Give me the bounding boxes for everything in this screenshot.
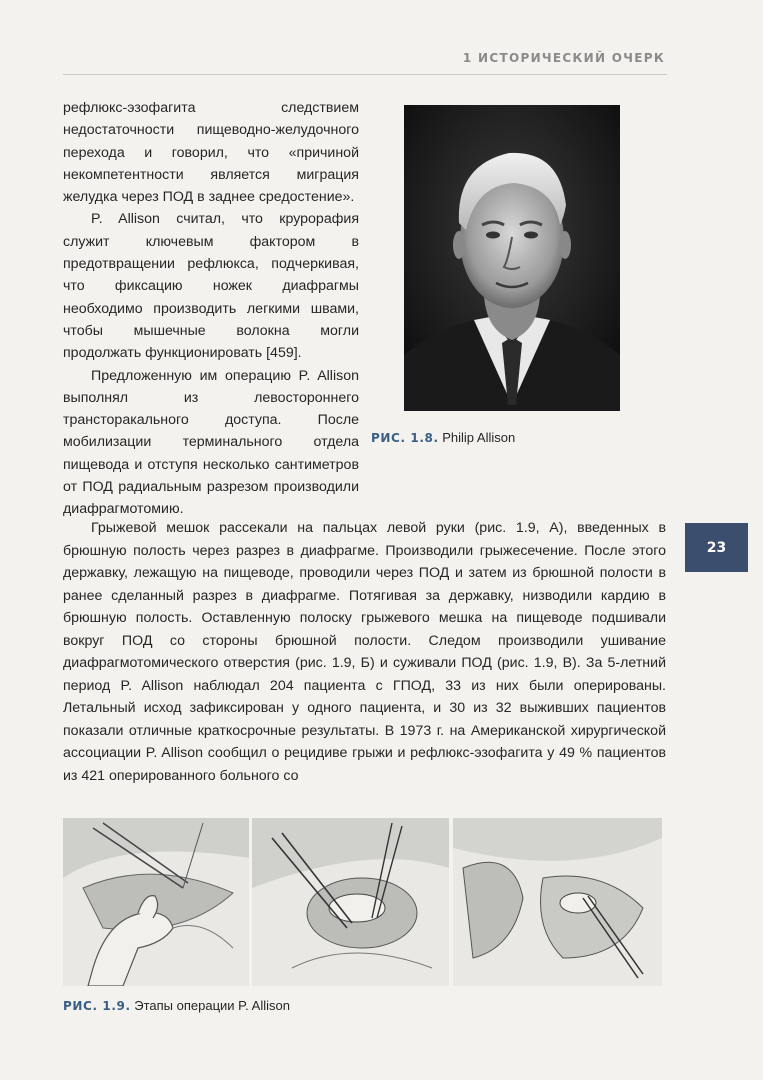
body-paragraph: Грыжевой мешок рассекали на пальцах левой руки (рис. 1.9, А), введенных в брюшную полость через разрез в диафрагме. Производили грыжесечение. После этого державку, лежащую на пищеводе, проводили через ПОД и затем из брюшной полости в ранее сделанный разрез в диафрагме. Потягивая за державку, низводили кардию в брюшную полость. Оставленную полоску грыжевого мешка на пищеводе подшивали вокруг ПОД со стороны брюшной полости. Следом производили ушивание диафрагмотомического отверстия (рис. 1.9, Б) и суживали ПОД (рис. 1.9, В). За 5-летний период P. Allison наблюдал 204 пациента с ГПОД, 33 из них были оперированы. Летальный исход зафиксирован у одного пациента, и 30 из 32 выживших пациентов показали отличные краткосрочные результаты. В 1973 г. на Американской хирургической ассоциации P. Allison сообщил о рецидиве грыжи и рефлюкс-эзофагита у 49 % пациентов из 421 оперированного больного со (63, 520, 666, 784)
header-rule (63, 74, 667, 75)
figure-1-8-label: РИС. 1.8. (371, 431, 439, 445)
surgery-drawing-b (252, 818, 449, 986)
paragraph-1: рефлюкс-эзофагита следствием недостаточности пищеводно-желудочного перехода и говорил, что «причиной некомпетентности является миграция желудка через ПОД в заднее средостение». (63, 100, 359, 206)
figure-1-9-caption (63, 998, 290, 1013)
page-number-tab (685, 523, 748, 572)
paragraph-3: Предложенную им операцию P. Allison выполнял из левостороннего трансторакального доступа. После мобилизации терминального отдела пищевода и отступя несколько сантиметров от ПОД радиальным разрезом производили диафрагмотомию. (63, 367, 359, 518)
portrait-illustration (404, 105, 620, 411)
surgery-drawing-c (453, 818, 662, 986)
figure-1-9-panel-a (63, 818, 249, 986)
figure-1-8-caption (371, 430, 515, 445)
surgery-drawing-a (63, 818, 249, 986)
figure-1-9-panel-b (252, 818, 449, 986)
figure-1-9-label: РИС. 1.9. (63, 999, 131, 1013)
figure-1-9-text: Этапы операции P. Allison (134, 998, 290, 1013)
paragraph-2: P. Allison считал, что крурорафия служит ключевым фактором в предотвращении рефлюкса, подчеркивая, что фиксацию ножек диафрагмы необходимо производить легкими швами, чтобы мышечные волокна могли продолжать функционировать [459]. (63, 211, 359, 362)
portrait-photo (404, 105, 620, 411)
figure-1-9-panel-c (453, 818, 662, 986)
running-header: 1 ИСТОРИЧЕСКИЙ ОЧЕРК (462, 51, 665, 65)
left-text-column (63, 97, 359, 521)
figure-1-8-text: Philip Allison (442, 430, 516, 445)
page-number: 23 (706, 539, 727, 556)
